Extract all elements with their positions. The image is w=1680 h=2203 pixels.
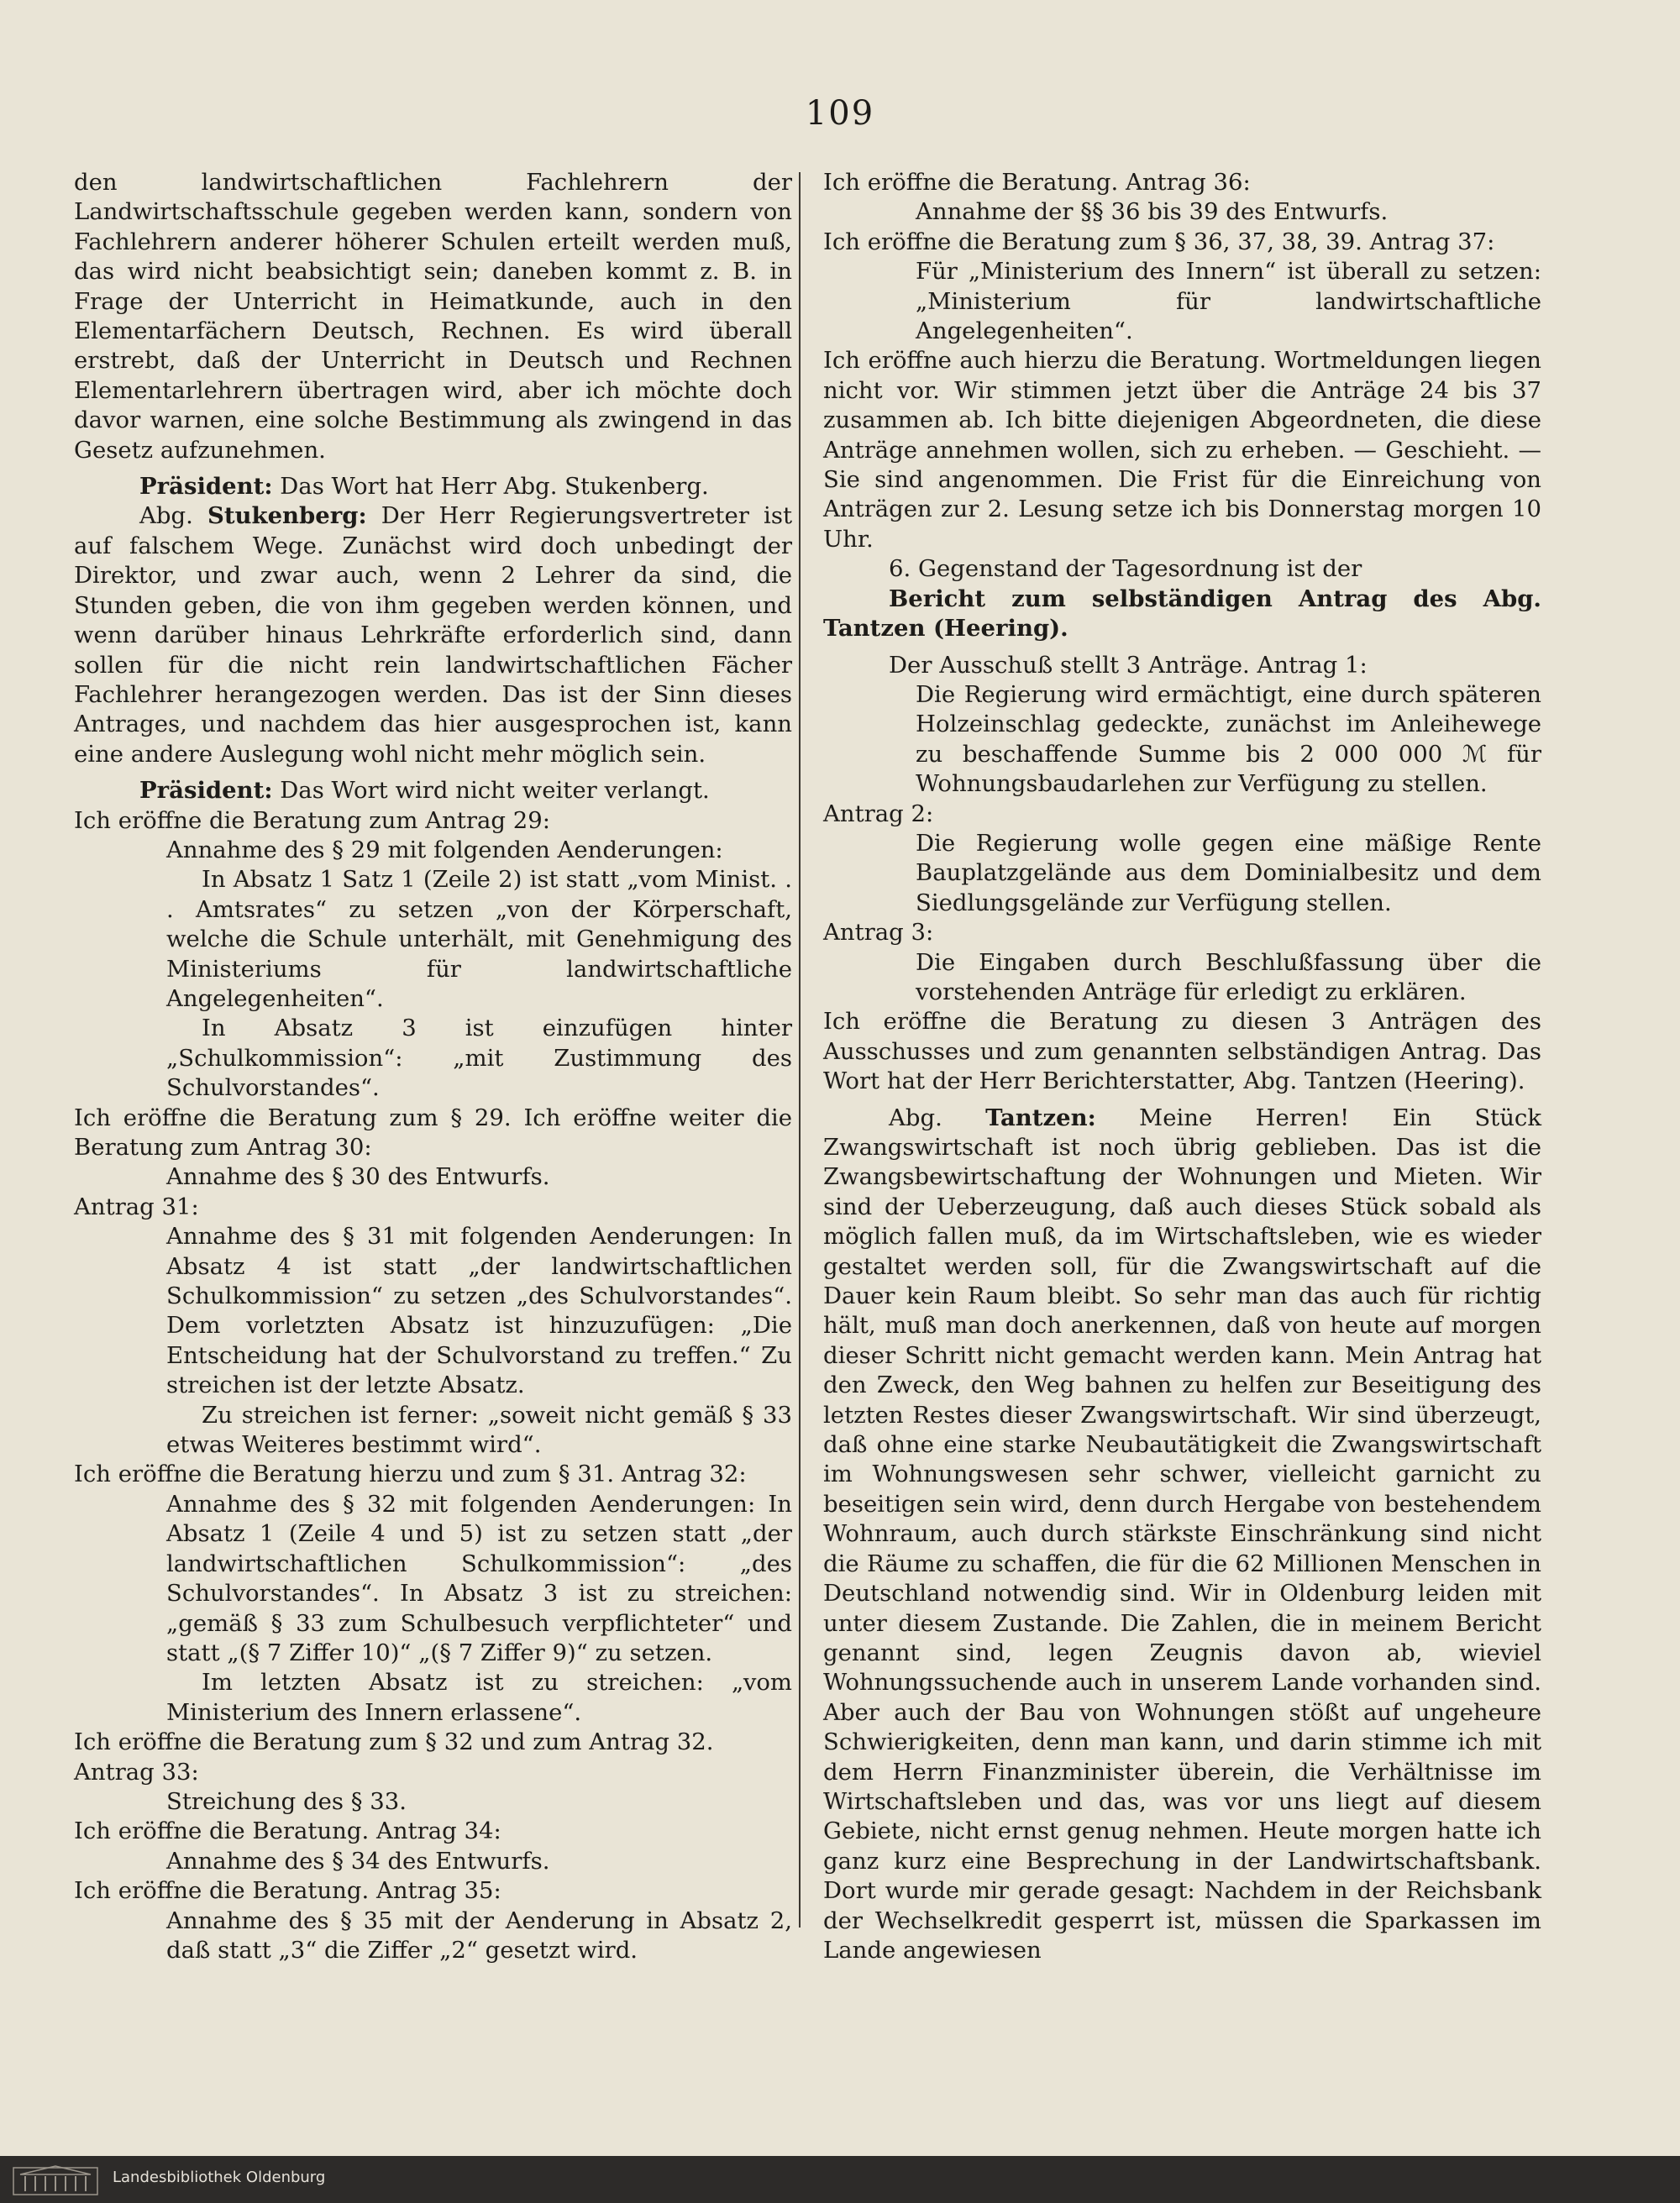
motion-text: Die Regierung wolle gegen eine mäßige Rente Bauplatzgelände aus dem Dominialbesitz und dem Siedlungsgelände zur Verfügung stellen. [916,829,1541,916]
paragraph: Antrag 2: [823,800,934,827]
page-number: 109 [805,94,875,133]
motion-text: In Absatz 3 ist einzufügen hinter „Schulkommission“: „mit Zustimmung des Schulvorstandes“. [166,1015,792,1102]
right-column [823,168,1541,1965]
footer-bar [0,2156,1680,2203]
paragraph: Ich eröffne die Beratung zu diesen 3 Anträgen des Ausschusses und zum genannten selbständigen Antrag. Das Wort hat der Herr Berichterstatter, Abg. Tantzen (Heering). [823,1008,1541,1095]
paragraph-text: Das Wort wird nicht weiter verlangt. [280,777,710,805]
speaker-name: Stukenberg: [207,502,367,530]
paragraph: Ich eröffne die Beratung zum § 32 und zum Antrag 32. [74,1728,714,1756]
speaker-name: Präsident: [139,473,273,501]
motion-text: Annahme des § 34 des Entwurfs. [166,1847,550,1875]
speaker-paragraph [74,501,792,769]
speaker-paragraph [823,1104,1541,1966]
section-heading: Bericht zum selbständigen Antrag des Abg. Tantzen (Heering). [823,585,1541,643]
paragraph-text: Der Herr Regierungsvertreter ist auf falschem Wege. Zunächst wird doch unbedingt der Direktor, und zwar auch, wenn 2 Lehrer da sind, die Stunden geben, die von ihm gegeben werden können, und wenn darüber hinaus Lehrkräfte erforderlich sind, dann sollen für die nicht rein landwirtschaftlichen Fächer Fachlehrer herangezogen werden. Das ist der Sinn dieses Antrages, und nachdem das hier ausgesprochen ist, kann eine andere Auslegung wohl nicht mehr möglich sein. [74,502,792,768]
paragraph: Ich eröffne die Beratung zum Antrag 29: [74,806,550,834]
motion-text: Streichung des § 33. [166,1787,407,1815]
paragraph-text: Das Wort hat Herr Abg. Stukenberg. [280,473,709,501]
paragraph: Antrag 31: [74,1193,199,1220]
paragraph: Antrag 33: [74,1758,199,1786]
paragraph: Ich eröffne die Beratung. Antrag 35: [74,1877,501,1905]
library-logo-icon [12,2163,99,2196]
paragraph: Antrag 3: [823,919,934,947]
paragraph: Ich eröffne die Beratung hierzu und zum § 31. Antrag 32: [74,1461,747,1488]
motion-text: Zu streichen ist ferner: „soweit nicht gemäß § 33 etwas Weiteres bestimmt wird“. [166,1401,792,1459]
motion-text: Annahme des § 30 des Entwurfs. [166,1163,550,1191]
paragraph: 6. Gegenstand der Tagesordnung ist der [889,555,1362,583]
paragraph: Ich eröffne die Beratung. Antrag 36: [823,169,1251,196]
paragraph: Ich eröffne die Beratung zum § 29. Ich eröffne weiter die Beratung zum Antrag 30: [74,1104,792,1161]
library-name: Landesbibliothek Oldenburg [113,2169,326,2186]
paragraph: Der Ausschuß stellt 3 Anträge. Antrag 1: [889,651,1368,679]
speaker-name: Präsident: [139,777,273,805]
paragraph: den landwirtschaftlichen Fachlehrern der Landwirtschaftsschule gegeben werden kann, sondern von Fachlehrern anderer höherer Schulen erteilt werden muß, das wird nicht beabsichtigt sein; daneben kommt z. B. in Frage der Unterricht in Heimatkunde, auch in den Elementarfächern Deutsch, Rechnen. Es wird überall erstrebt, daß der Unterricht in Deutsch und Rechnen Elementarlehrern übertragen wird, aber ich möchte doch davor warnen, eine solche Bestimmung als zwingend in das Gesetz aufzunehmen. [74,169,792,464]
speaker-prefix: Abg. [889,1104,942,1131]
speaker-name: Tantzen: [985,1104,1096,1131]
motion-text: Annahme des § 32 mit folgenden Aenderungen: In Absatz 1 (Zeile 4 und 5) ist zu setzen statt „der landwirtschaftlichen Schulkommission“: „des Schulvorstandes“. In Absatz 3 ist zu streichen: „gemäß § 33 zum Schulbesuch verpflichteter“ und statt „(§ 7 Ziffer 10)“ „(§ 7 Ziffer 9)“ zu setzen. [166,1490,792,1666]
left-column [74,168,792,1965]
paragraph: Ich eröffne auch hierzu die Beratung. Wortmeldungen liegen nicht vor. Wir stimmen jetzt über die Anträge 24 bis 37 zusammen ab. Ich bitte diejenigen Abgeordneten, die diese Anträge annehmen wollen, sich zu erheben. — Geschieht. — Sie sind angenommen. Die Frist für die Einreichung von Anträgen zur 2. Lesung setze ich bis Donnerstag morgen 10 Uhr. [823,347,1541,553]
motion-text: Annahme des § 35 mit der Aenderung in Absatz 2, daß statt „3“ die Ziffer „2“ gesetzt wird. [166,1907,792,1964]
motion-text: Die Regierung wird ermächtigt, eine durch späteren Holzeinschlag gedeckte, zunächst im Anleihewege zu beschaffende Summe bis 2 000 000 ℳ für Wohnungsbaudarlehen zur Verfügung zu stellen. [916,680,1541,798]
paragraph: Ich eröffne die Beratung zum § 36, 37, 38, 39. Antrag 37: [823,228,1495,255]
speaker-paragraph [74,472,792,501]
speaker-paragraph [74,776,792,805]
motion-text: Für „Ministerium des Innern“ ist überall zu setzen: „Ministerium für landwirtschaftliche Angelegenheiten“. [916,258,1541,345]
motion-text: Die Eingaben durch Beschlußfassung über die vorstehenden Anträge für erledigt zu erklären. [916,948,1541,1005]
column-divider [799,172,801,1928]
motion-text: Im letzten Absatz ist zu streichen: „vom Ministerium des Innern erlassene“. [166,1669,792,1726]
paragraph-text: Meine Herren! Ein Stück Zwangswirtschaft ist noch übrig geblieben. Das ist die Zwangsbewirtschaftung der Wohnungen und Mieten. Wir sind der Ueberzeugung, daß auch dieses Stück sobald als möglich fallen muß, da im Wirtschaftsleben, wie es wieder gestaltet werden soll, für die Zwangswirtschaft auf die Dauer kein Raum bleibt. So sehr man das auch für richtig hält, muß man doch anerkennen, daß von heute auf morgen dieser Schritt nicht gemacht werden kann. Mein Antrag hat den Zweck, den Weg bahnen zu helfen zur Beseitigung des letzten Restes dieser Zwangswirtschaft. Wir sind überzeugt, daß ohne eine starke Neubautätigkeit die Zwangswirtschaft im Wohnungswesen sehr schwer, vielleicht garnicht zu beseitigen sein wird, denn durch Hergabe von bestehendem Wohnraum, auch durch stärkste Einschränkung sind nicht die Räume zu schaffen, die für die 62 Millionen Menschen in Deutschland notwendig sind. Wir in Oldenburg leiden mit unter diesem Zustande. Die Zahlen, die in meinem Bericht genannt sind, legen Zeugnis davon ab, wieviel Wohnungssuchende auch in unserem Lande vorhanden sind. Aber auch der Bau von Wohnungen stößt auf ungeheure Schwierigkeiten, denn man kann, und darin stimme ich mit dem Herrn Finanzminister überein, die Verhältnisse im Wirtschaftsleben und das, was vor uns liegt auf diesem Gebiete, nicht ernst genug nehmen. Heute morgen hatte ich ganz kurz eine Besprechung in der Landwirtschaftsbank. Dort wurde mir gerade gesagt: Nachdem in der Reichsbank der Wechselkredit gesperrt ist, müssen die Sparkassen im Lande angewiesen [823,1104,1541,1964]
motion-text: Annahme des § 31 mit folgenden Aenderungen: In Absatz 4 ist statt „der landwirtschaftlichen Schulkommission“ zu setzen „des Schulvorstandes“. Dem vorletzten Absatz ist hinzuzufügen: „Die Entscheidung hat der Schulvorstand zu treffen.“ Zu streichen ist der letzte Absatz. [166,1223,792,1399]
motion-text: Annahme des § 29 mit folgenden Aenderungen: [166,836,723,863]
speaker-prefix: Abg. [139,502,193,530]
paragraph: Ich eröffne die Beratung. Antrag 34: [74,1817,501,1845]
motion-text: Annahme der §§ 36 bis 39 des Entwurfs. [916,198,1389,226]
motion-text: In Absatz 1 Satz 1 (Zeile 2) ist statt „vom Minist. . . Amtsrates“ zu setzen „von der Körperschaft, welche die Schule unterhält, mit Genehmigung des Ministeriums für landwirtschaftliche Angelegenheiten“. [166,866,792,1012]
